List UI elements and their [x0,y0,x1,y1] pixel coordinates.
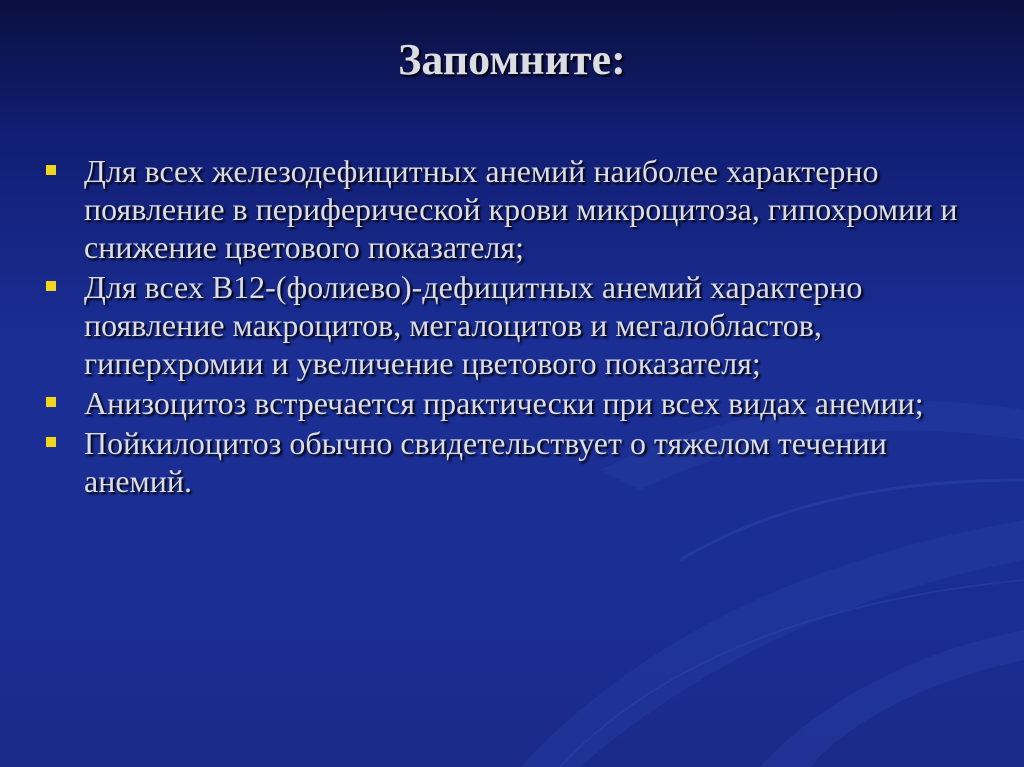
bullet-item-anisocytosis [46,384,976,422]
bullet-item-poikilocytosis [46,424,976,500]
bullet-text: Для всех В12-(фолиево)-дефицитных анемий характерно появление макроцитов, мегалоцитов и мегалобластов, гиперхромии и увеличение цветового показателя; [84,269,863,381]
square-bullet-icon [46,437,56,447]
bullet-list [46,152,976,502]
bullet-text: Для всех железодефицитных анемий наиболее характерно появление в периферической крови микроцитоза, гипохромии и снижение цветового показателя; [84,153,958,265]
square-bullet-icon [46,165,56,175]
bullet-item-iron-deficiency [46,152,976,266]
bullet-item-b12-deficiency [46,268,976,382]
slide-title: Запомните: [398,35,626,84]
bullet-text: Пойкилоцитоз обычно свидетельствует о тяжелом течении анемий. [84,425,887,499]
square-bullet-icon [46,397,56,407]
bullet-text: Анизоцитоз встречается практически при всех видах анемии; [84,385,924,421]
square-bullet-icon [46,281,56,291]
